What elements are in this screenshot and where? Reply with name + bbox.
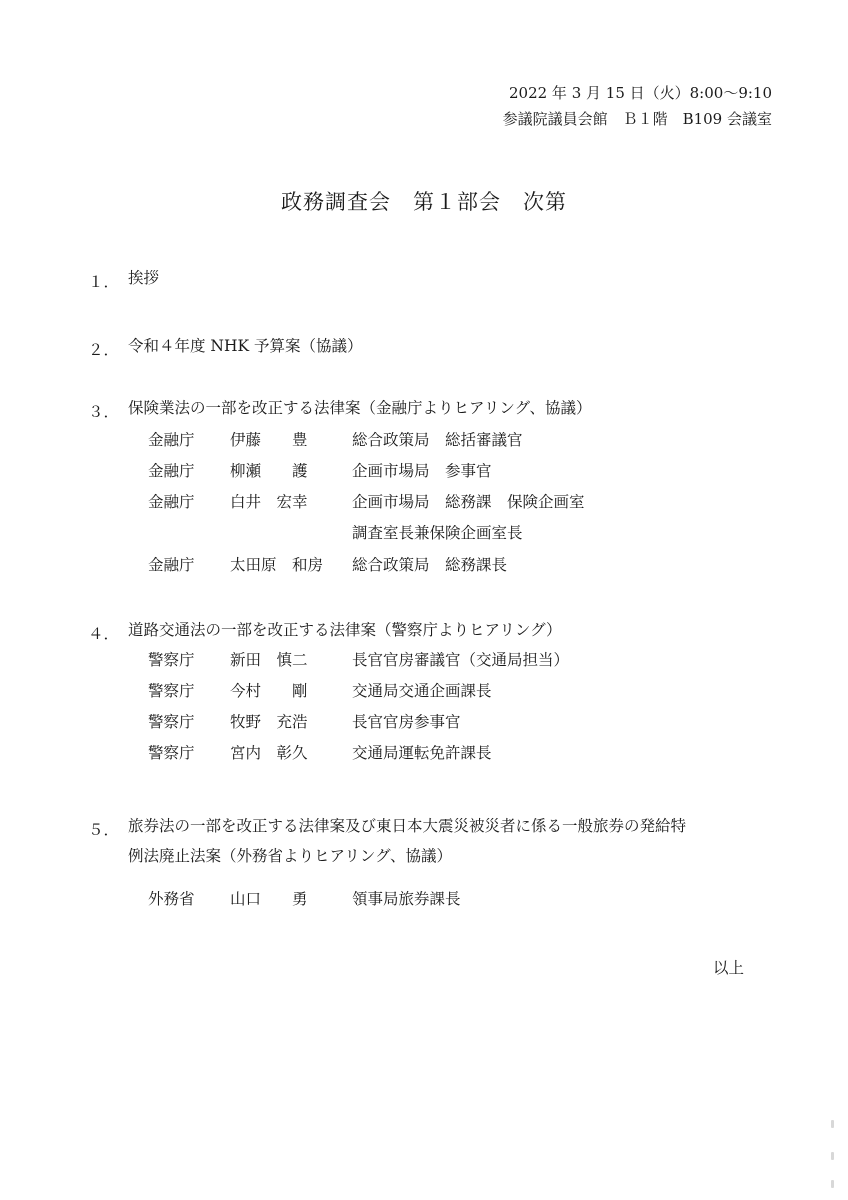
attendee-org: 警察庁: [148, 651, 195, 669]
agenda-item-text: 挨拶: [128, 269, 160, 287]
attendee-name: 伊藤 豊: [230, 431, 308, 449]
attendee-title: 企画市場局 総務課 保険企画室: [352, 493, 585, 511]
agenda-item-text-line-1: 旅券法の一部を改正する法律案及び東日本大震災被災者に係る一般旅券の発給特: [128, 817, 687, 835]
attendee-title-continued: 調査室長兼保険企画室長: [352, 524, 523, 542]
attendee-title: 企画市場局 参事官: [352, 462, 492, 480]
attendee-name: 牧野 充浩: [230, 713, 308, 731]
agenda-item-number: ２．: [88, 341, 120, 359]
meeting-venue: 参議院議員会館 Ｂ１階 B109 会議室: [502, 110, 772, 128]
attendee-name: 太田原 和房: [230, 556, 324, 574]
agenda-item-text: 保険業法の一部を改正する法律案（金融庁よりヒアリング、協議）: [128, 399, 592, 417]
attendee-org: 警察庁: [148, 682, 195, 700]
closing-mark: 以上: [712, 959, 744, 977]
attendee-org: 金融庁: [148, 493, 195, 511]
agenda-item-number: ４．: [88, 625, 120, 643]
attendee-name: 白井 宏幸: [230, 493, 308, 511]
attendee-org: 警察庁: [148, 713, 195, 731]
agenda-item-number: ３．: [88, 403, 120, 421]
attendee-title: 交通局運転免許課長: [352, 744, 492, 762]
agenda-item-number: ５．: [88, 821, 120, 839]
attendee-title: 長官官房参事官: [352, 713, 461, 731]
attendee-title: 総合政策局 総務課長: [352, 556, 508, 574]
agenda-item-text-line-2: 例法廃止法案（外務省よりヒアリング、協議）: [128, 847, 452, 865]
attendee-org: 警察庁: [148, 744, 195, 762]
agenda-item-number: １．: [88, 273, 120, 291]
scan-artifact: [831, 1152, 834, 1160]
attendee-name: 山口 勇: [230, 890, 308, 908]
meeting-date: 2022 年 3 月 15 日（火）8:00～9:10: [508, 84, 772, 102]
attendee-name: 新田 慎二: [230, 651, 308, 669]
document-title: 政務調査会 第１部会 次第: [281, 190, 567, 214]
attendee-title: 総合政策局 総括審議官: [352, 431, 523, 449]
attendee-title: 長官官房審議官（交通局担当）: [352, 651, 570, 669]
agenda-item-text: 令和４年度 NHK 予算案（協議）: [128, 337, 363, 355]
attendee-name: 宮内 彰久: [230, 744, 308, 762]
attendee-org: 金融庁: [148, 462, 195, 480]
attendee-title: 交通局交通企画課長: [352, 682, 492, 700]
attendee-org: 外務省: [148, 890, 195, 908]
attendee-title: 領事局旅券課長: [352, 890, 461, 908]
scan-artifact: [831, 1120, 834, 1128]
attendee-org: 金融庁: [148, 556, 195, 574]
agenda-item-text: 道路交通法の一部を改正する法律案（警察庁よりヒアリング）: [128, 621, 562, 639]
attendee-name: 柳瀬 護: [230, 462, 308, 480]
scan-artifact: [831, 1180, 834, 1188]
attendee-org: 金融庁: [148, 431, 195, 449]
attendee-name: 今村 剛: [230, 682, 308, 700]
